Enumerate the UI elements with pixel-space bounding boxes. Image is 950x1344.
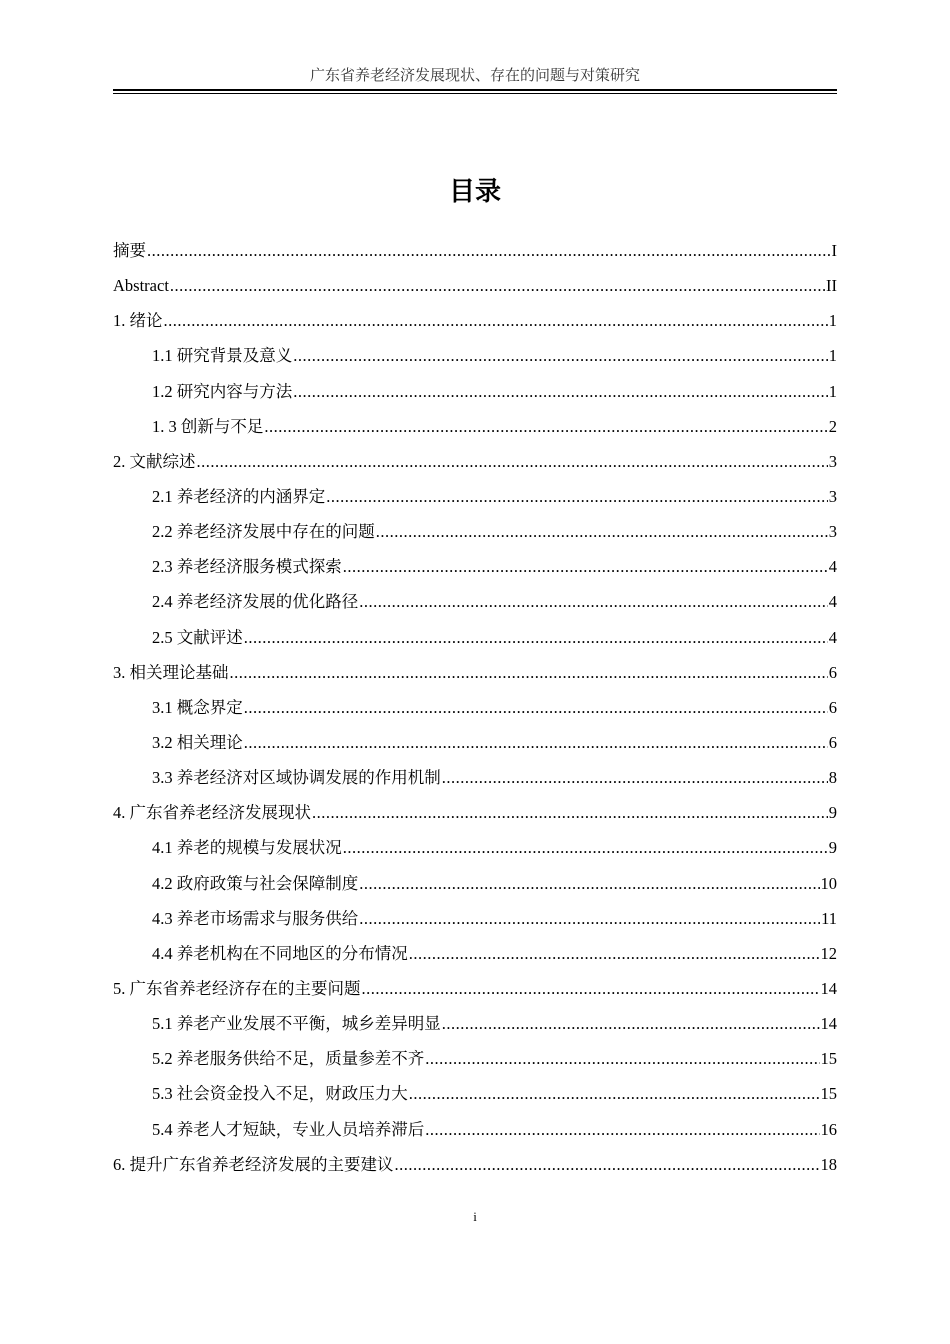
toc-entry[interactable] bbox=[113, 268, 837, 303]
toc-entry-label: 2.4 养老经济发展的优化路径 bbox=[152, 592, 359, 612]
toc-entry-label: 1.1 研究背景及意义 bbox=[152, 346, 293, 366]
toc-entry-page: 16 bbox=[820, 1119, 837, 1139]
toc-entry[interactable] bbox=[113, 866, 837, 901]
toc-entry[interactable] bbox=[113, 374, 837, 409]
toc-entry[interactable] bbox=[113, 409, 837, 444]
toc-leader-dots bbox=[359, 584, 828, 619]
toc-entry-page: 6 bbox=[828, 662, 837, 682]
toc-entry-label: 5. 广东省养老经济存在的主要问题 bbox=[113, 978, 361, 998]
toc-entry[interactable] bbox=[113, 303, 837, 338]
toc-entry-label: 2.2 养老经济发展中存在的问题 bbox=[152, 522, 375, 542]
toc-leader-dots bbox=[244, 620, 828, 655]
toc-entry-page: 11 bbox=[821, 908, 837, 928]
toc-leader-dots bbox=[164, 303, 828, 338]
toc-entry-label: 4.2 政府政策与社会保障制度 bbox=[152, 873, 359, 893]
toc-entry[interactable] bbox=[113, 444, 837, 479]
running-header: 广东省养老经济发展现状、存在的问题与对策研究 bbox=[309, 68, 640, 84]
toc-entry[interactable] bbox=[113, 479, 837, 514]
toc-leader-dots bbox=[362, 971, 820, 1006]
toc-leader-dots bbox=[442, 760, 828, 795]
toc-entry[interactable] bbox=[113, 1041, 837, 1076]
toc-entry[interactable] bbox=[113, 1112, 837, 1147]
page-number: i bbox=[473, 1209, 477, 1224]
toc-entry-label: 3. 相关理论基础 bbox=[113, 662, 229, 682]
toc-entry[interactable] bbox=[113, 795, 837, 830]
toc-entry-label: 3.2 相关理论 bbox=[152, 732, 243, 752]
toc-entry[interactable] bbox=[113, 971, 837, 1006]
toc-entry-label: 5.2 养老服务供给不足，质量参差不齐 bbox=[152, 1049, 425, 1069]
toc-entry[interactable] bbox=[113, 1147, 837, 1182]
toc-leader-dots bbox=[395, 1147, 820, 1182]
toc-leader-dots bbox=[409, 936, 820, 971]
toc-leader-dots bbox=[343, 830, 828, 865]
toc-entry-page: 15 bbox=[820, 1049, 837, 1069]
toc-entry[interactable] bbox=[113, 549, 837, 584]
toc-entry-page: 1 bbox=[828, 346, 837, 366]
toc-entry-page: 18 bbox=[820, 1154, 837, 1174]
toc-entry-label: 3.3 养老经济对区域协调发展的作用机制 bbox=[152, 768, 441, 788]
toc-entry-label: 1.2 研究内容与方法 bbox=[152, 381, 293, 401]
toc-entry-page: 10 bbox=[820, 873, 837, 893]
toc-entry[interactable] bbox=[113, 901, 837, 936]
toc-entry-page: II bbox=[826, 276, 837, 296]
toc-leader-dots bbox=[170, 268, 825, 303]
toc-title: 目录 bbox=[448, 177, 501, 207]
toc-leader-dots bbox=[343, 549, 828, 584]
toc-leader-dots bbox=[264, 409, 827, 444]
toc-entry-page: 14 bbox=[820, 1014, 837, 1034]
toc-entry-page: 12 bbox=[820, 943, 837, 963]
toc-leader-dots bbox=[376, 514, 828, 549]
toc-entry-page: 6 bbox=[828, 697, 837, 717]
toc-leader-dots bbox=[409, 1076, 820, 1111]
toc-entry-label: 摘要 bbox=[113, 241, 146, 260]
toc-leader-dots bbox=[442, 1006, 820, 1041]
toc-entry[interactable] bbox=[113, 1076, 837, 1111]
toc-entry-page: 8 bbox=[828, 768, 837, 788]
toc-entry-label: 2. 文献综述 bbox=[113, 451, 196, 471]
toc-entry[interactable] bbox=[113, 760, 837, 795]
toc-leader-dots bbox=[425, 1112, 819, 1147]
toc-entry-page: 1 bbox=[828, 381, 837, 401]
toc-leader-dots bbox=[244, 690, 828, 725]
toc-leader-dots bbox=[197, 444, 828, 479]
toc-entry-label: 5.1 养老产业发展不平衡，城乡差异明显 bbox=[152, 1014, 441, 1034]
toc-leader-dots bbox=[293, 374, 828, 409]
toc-entry[interactable] bbox=[113, 233, 837, 268]
toc-entry-label: 4.3 养老市场需求与服务供给 bbox=[152, 908, 359, 928]
toc-entry-page: 6 bbox=[828, 732, 837, 752]
toc-entry-page: 1 bbox=[828, 311, 837, 331]
toc-entry-label: Abstract bbox=[113, 276, 169, 296]
toc-entry-label: 5.3 社会资金投入不足，财政压力大 bbox=[152, 1084, 408, 1104]
toc-entry[interactable] bbox=[113, 830, 837, 865]
toc-entry[interactable] bbox=[113, 936, 837, 971]
toc-entry[interactable] bbox=[113, 1006, 837, 1041]
toc-entry-page: 3 bbox=[828, 451, 837, 471]
toc-leader-dots bbox=[230, 655, 828, 690]
toc-entry[interactable] bbox=[113, 338, 837, 373]
header-rule bbox=[113, 89, 837, 94]
toc-entry-page: 3 bbox=[828, 522, 837, 542]
toc-entry-label: 2.3 养老经济服务模式探索 bbox=[152, 557, 342, 577]
toc-entry[interactable] bbox=[113, 620, 837, 655]
toc-entry-label: 1. 绪论 bbox=[113, 311, 163, 331]
toc-entry-label: 2.5 文献评述 bbox=[152, 627, 243, 647]
toc-entry-page: 4 bbox=[828, 557, 837, 577]
toc-leader-dots bbox=[326, 479, 828, 514]
toc-leader-dots bbox=[293, 338, 828, 373]
toc-entry[interactable] bbox=[113, 655, 837, 690]
toc-entry-page: 15 bbox=[820, 1084, 837, 1104]
toc-leader-dots bbox=[312, 795, 828, 830]
toc-entry-page: 4 bbox=[828, 592, 837, 612]
toc-entry-label: 4. 广东省养老经济发展现状 bbox=[113, 803, 311, 823]
toc-entry-label: 2.1 养老经济的内涵界定 bbox=[152, 486, 326, 506]
toc-entry-page: 3 bbox=[828, 486, 837, 506]
toc-entry-label: 6. 提升广东省养老经济发展的主要建议 bbox=[113, 1154, 394, 1174]
toc-leader-dots bbox=[147, 233, 831, 268]
toc-entry-label: 3.1 概念界定 bbox=[152, 697, 243, 717]
toc-leader-dots bbox=[244, 725, 828, 760]
toc-entry[interactable] bbox=[113, 725, 837, 760]
toc-entry-label: 5.4 养老人才短缺，专业人员培养滞后 bbox=[152, 1119, 425, 1139]
toc-entry[interactable] bbox=[113, 514, 837, 549]
toc-leader-dots bbox=[359, 901, 820, 936]
toc-entry-page: 4 bbox=[828, 627, 837, 647]
toc-entry-label: 1. 3 创新与不足 bbox=[152, 416, 264, 436]
toc-entry[interactable] bbox=[113, 584, 837, 619]
toc-entry-page: 9 bbox=[828, 838, 837, 858]
table-of-contents bbox=[113, 233, 837, 1182]
toc-entry-label: 4.1 养老的规模与发展状况 bbox=[152, 838, 342, 858]
toc-entry-label: 4.4 养老机构在不同地区的分布情况 bbox=[152, 943, 408, 963]
toc-entry-page: 2 bbox=[828, 416, 837, 436]
toc-leader-dots bbox=[425, 1041, 819, 1076]
toc-entry-page: I bbox=[831, 241, 837, 260]
toc-entry-page: 9 bbox=[828, 803, 837, 823]
toc-leader-dots bbox=[359, 866, 819, 901]
toc-entry-page: 14 bbox=[820, 978, 837, 998]
toc-entry[interactable] bbox=[113, 690, 837, 725]
